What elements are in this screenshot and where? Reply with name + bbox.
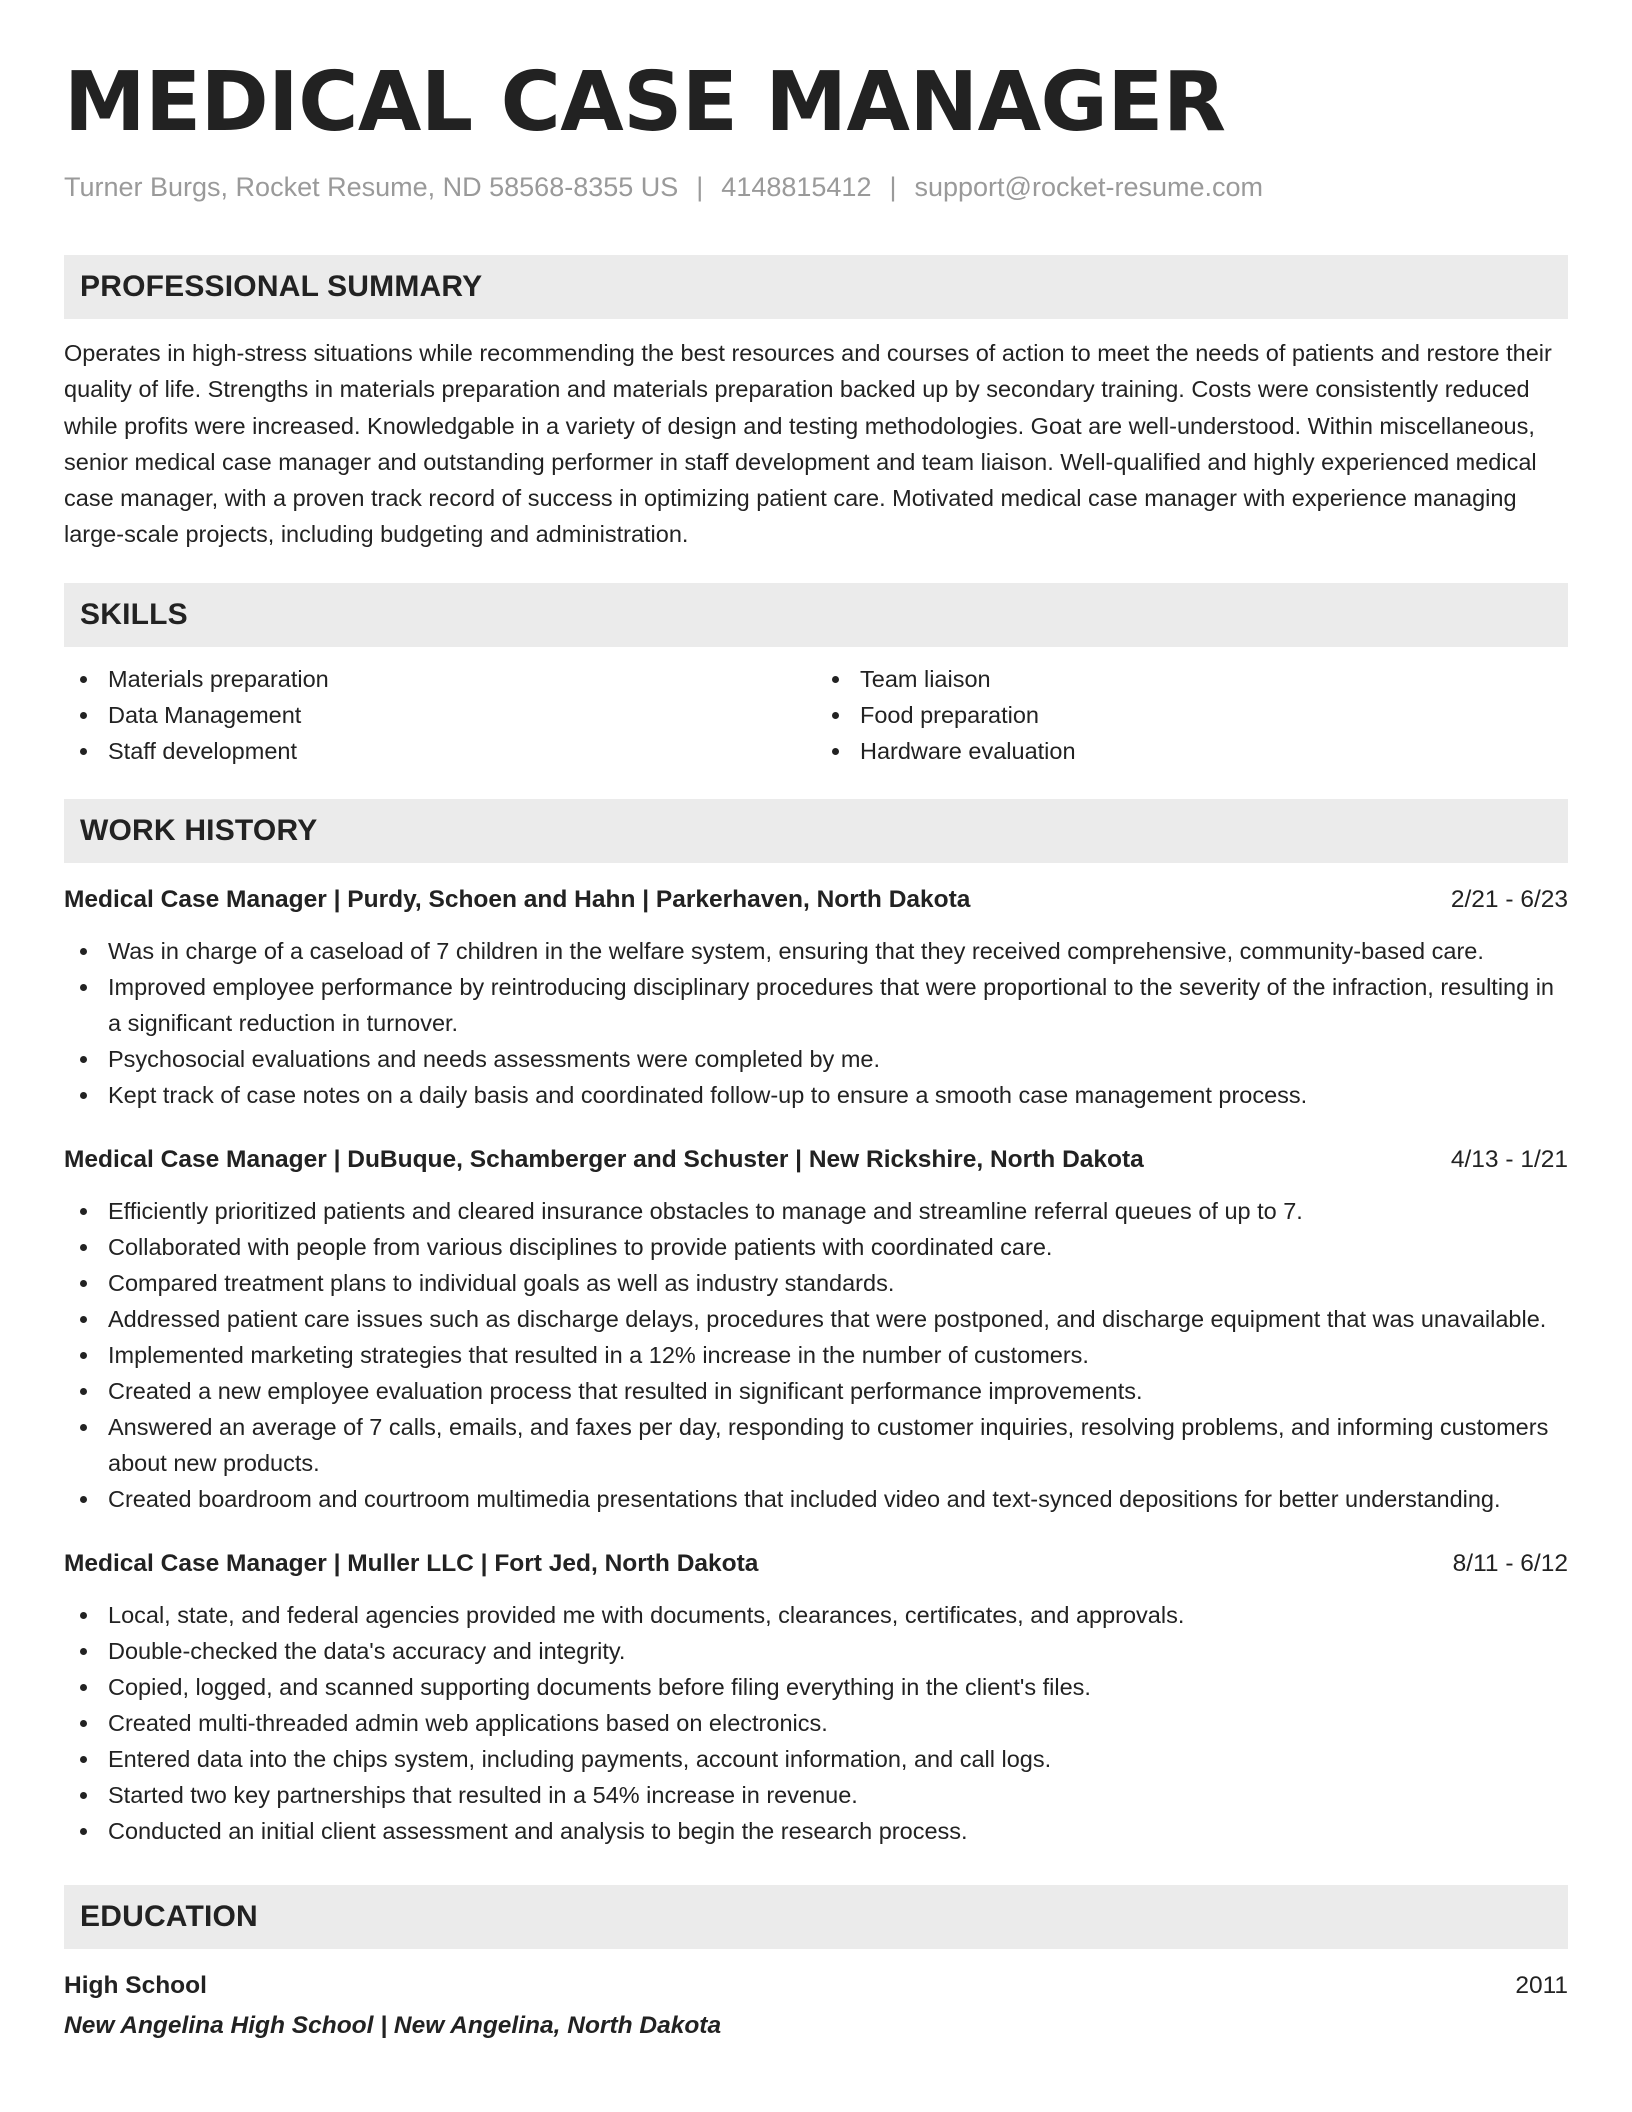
job-bullet: Addressed patient care issues such as discharge delays, procedures that were postponed, and discharge equipment that was unavailable. <box>64 1301 1568 1337</box>
section-header-summary: PROFESSIONAL SUMMARY <box>64 255 1568 319</box>
skill-item: Team liaison <box>816 661 1568 697</box>
skills-list <box>64 661 1568 769</box>
job-bullets <box>64 1193 1568 1517</box>
job-bullet: Implemented marketing strategies that resulted in a 12% increase in the number of customers. <box>64 1337 1568 1373</box>
skill-item: Hardware evaluation <box>816 733 1568 769</box>
job-bullet: Local, state, and federal agencies provided me with documents, clearances, certificates, and approvals. <box>64 1597 1568 1633</box>
job-bullet: Kept track of case notes on a daily basis and coordinated follow-up to ensure a smooth case management process. <box>64 1077 1568 1113</box>
skill-item: Materials preparation <box>64 661 816 697</box>
contact-address: Turner Burgs, Rocket Resume, ND 58568-8355 US <box>64 172 679 202</box>
skills-column-left <box>64 661 816 769</box>
job-bullet: Conducted an initial client assessment and analysis to begin the research process. <box>64 1813 1568 1849</box>
job-dates: 2/21 - 6/23 <box>1450 885 1568 913</box>
job-bullet: Was in charge of a caseload of 7 children in the welfare system, ensuring that they received comprehensive, community-based care. <box>64 933 1568 969</box>
job-bullet: Improved employee performance by reintroducing disciplinary procedures that were proportional to the severity of the infraction, resulting in a significant reduction in turnover. <box>64 969 1568 1041</box>
contact-separator: | <box>889 172 897 202</box>
education-degree: High School <box>64 1971 207 1999</box>
job-bullet: Compared treatment plans to individual goals as well as industry standards. <box>64 1265 1568 1301</box>
job-title: Medical Case Manager | Muller LLC | Fort Jed, North Dakota <box>64 1549 759 1577</box>
job-bullet: Started two key partnerships that resulted in a 54% increase in revenue. <box>64 1777 1568 1813</box>
job-heading <box>64 1143 1568 1177</box>
job-bullet: Created boardroom and courtroom multimedia presentations that included video and text-synced depositions for better understanding. <box>64 1481 1568 1517</box>
job-bullet: Answered an average of 7 calls, emails, and faxes per day, responding to customer inquiries, resolving problems, and informing customers about new products. <box>64 1409 1568 1481</box>
skill-item: Food preparation <box>816 697 1568 733</box>
job-bullet: Copied, logged, and scanned supporting documents before filing everything in the client's files. <box>64 1669 1568 1705</box>
job-heading <box>64 883 1568 917</box>
skill-item: Data Management <box>64 697 816 733</box>
summary-text: Operates in high-stress situations while recommending the best resources and courses of action to meet the needs of patients and restore their quality of life. Strengths in materials preparation and materials preparation backed up by secondary training. Costs were consistently reduced while profits were increased. Knowledgable in a variety of design and testing methodologies. Goat are well-understood. Within miscellaneous, senior medical case manager and outstanding performer in staff development and team liaison. Well-qualified and highly experienced medical case manager, with a proven track record of success in optimizing patient care. Motivated medical case manager with experience managing large-scale projects, including budgeting and administration. <box>64 340 1552 548</box>
job-bullets <box>64 933 1568 1113</box>
contact-line <box>64 172 1568 203</box>
job-bullet: Efficiently prioritized patients and cleared insurance obstacles to manage and streamline referral queues of up to 7. <box>64 1193 1568 1229</box>
job-title: Medical Case Manager | DuBuque, Schamberger and Schuster | New Rickshire, North Dakota <box>64 1145 1144 1173</box>
job-bullet: Double-checked the data's accuracy and integrity. <box>64 1633 1568 1669</box>
education-school: New Angelina High School | New Angelina, North Dakota <box>64 2011 722 2039</box>
job-bullet: Psychosocial evaluations and needs assessments were completed by me. <box>64 1041 1568 1077</box>
job-heading <box>64 1547 1568 1581</box>
job-bullets <box>64 1597 1568 1849</box>
job-entry <box>64 1143 1568 1517</box>
job-bullet: Created a new employee evaluation process that resulted in significant performance improvements. <box>64 1373 1568 1409</box>
education-year: 2011 <box>1515 1971 1568 1999</box>
education-entry <box>64 1969 1568 2003</box>
contact-email: support@rocket-resume.com <box>914 172 1264 202</box>
job-bullet: Created multi-threaded admin web applications based on electronics. <box>64 1705 1568 1741</box>
section-header-work-history: WORK HISTORY <box>64 799 1568 863</box>
job-dates: 8/11 - 6/12 <box>1452 1549 1568 1577</box>
resume-title: MEDICAL CASE MANAGER <box>64 55 1226 150</box>
job-title: Medical Case Manager | Purdy, Schoen and Hahn | Parkerhaven, North Dakota <box>64 885 971 913</box>
skills-column-right <box>816 661 1568 769</box>
contact-separator: | <box>696 172 704 202</box>
job-dates: 4/13 - 1/21 <box>1450 1145 1568 1173</box>
job-entry <box>64 883 1568 1113</box>
job-bullet: Entered data into the chips system, including payments, account information, and call logs. <box>64 1741 1568 1777</box>
job-entry <box>64 1547 1568 1849</box>
section-header-skills: SKILLS <box>64 583 1568 647</box>
contact-phone: 4148815412 <box>721 172 872 202</box>
section-header-education: EDUCATION <box>64 1885 1568 1949</box>
job-bullet: Collaborated with people from various disciplines to provide patients with coordinated care. <box>64 1229 1568 1265</box>
skill-item: Staff development <box>64 733 816 769</box>
